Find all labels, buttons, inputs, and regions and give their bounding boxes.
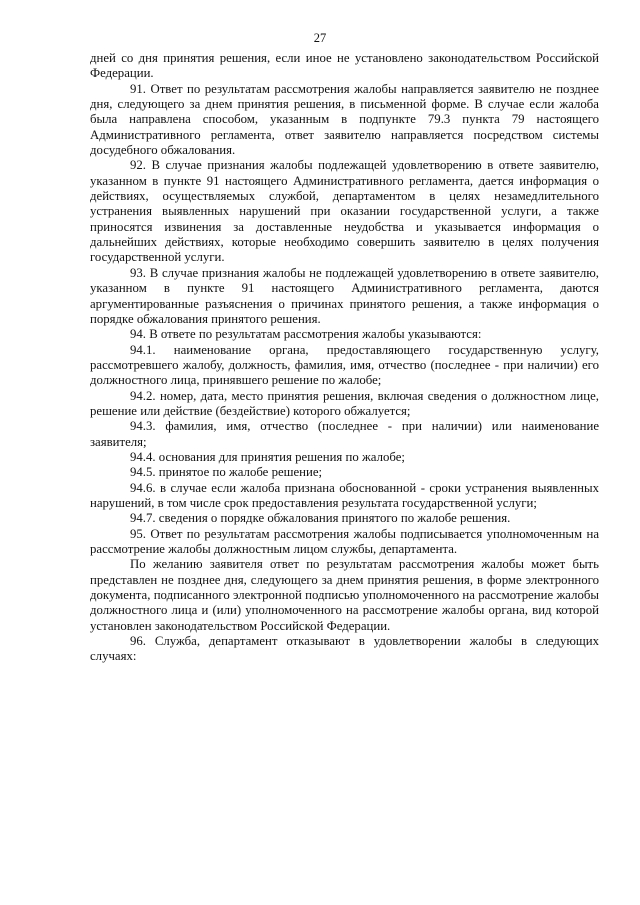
paragraph-92: 92. В случае признания жалобы подлежащей удовлетворению в ответе заявителю, указанном в пункте 91 настоящего Административного регламента, дается информация о действиях, осуществляемых службой, департаментом в целях незамедлительного устранения выявленных нарушений при оказании государственной услуги, а также приносятся извинения за доставленные неудобства и указывается информация о дальнейших действиях, которые необходимо совершить заявителю в целях получения государственной услуги. [90, 158, 599, 265]
paragraph-93: 93. В случае признания жалобы не подлежащей удовлетворению в ответе заявителю, указанном в пункте 91 настоящего Административного регламента, даются аргументированные разъяснения о причинах принятого решения, а также информация о порядке обжалования принятого решения. [90, 265, 599, 326]
paragraph-94: 94. В ответе по результатам рассмотрения жалобы указываются: [130, 327, 482, 342]
paragraph-continuation: дней со дня принятия решения, если иное не установлено законодательством Российской Федерации. [90, 51, 599, 81]
paragraph-95: 95. Ответ по результатам рассмотрения жалобы подписывается уполномоченным на рассмотрение жалобы должностным лицом службы, департамента. [90, 526, 599, 556]
paragraph-94-6: 94.6. в случае если жалоба признана обоснованной - сроки устранения выявленных нарушений, в том числе срок предоставления результата государственной услуги; [90, 480, 599, 510]
paragraph-94-1: 94.1. наименование органа, предоставляющего государственную услугу, рассмотревшего жалобу, должность, фамилия, имя, отчество (последнее - при наличии) его должностного лица, принявшего решение по жалобе; [90, 342, 599, 388]
page-body [90, 51, 599, 665]
page-number: 27 [313, 31, 327, 45]
paragraph-94-2: 94.2. номер, дата, место принятия решения, включая сведения о должностном лице, решение или действие (бездействие) которого обжалуется; [90, 388, 599, 418]
paragraph-94-5: 94.5. принятое по жалобе решение; [130, 465, 323, 480]
paragraph-94-7: 94.7. сведения о порядке обжалования принятого по жалобе решения. [130, 511, 511, 526]
paragraph-94-4: 94.4. основания для принятия решения по жалобе; [130, 449, 405, 464]
paragraph-96: 96. Служба, департамент отказывают в удовлетворении жалобы в следующих случаях: [90, 634, 599, 664]
paragraph-95-electronic: По желанию заявителя ответ по результатам рассмотрения жалобы может быть представлен не позднее дня, следующего за днем принятия решения, в форме электронного документа, подписанного электронной подписью уполномоченного на рассмотрение жалобы должностного лица и (или) уполномоченного на рассмотрение жалобы органа, вид которой установлен законодательством Российской Федерации. [90, 557, 599, 633]
paragraph-94-3: 94.3. фамилия, имя, отчество (последнее - при наличии) или наименование заявителя; [90, 419, 599, 449]
paragraph-91: 91. Ответ по результатам рассмотрения жалобы направляется заявителю не позднее дня, следующего за днем принятия решения, в письменной форме. В случае если жалоба была направлена способом, указанным в подпункте 79.3 пункта 79 настоящего Административного регламента, ответ заявителю направляется посредством системы досудебного обжалования. [90, 81, 599, 158]
